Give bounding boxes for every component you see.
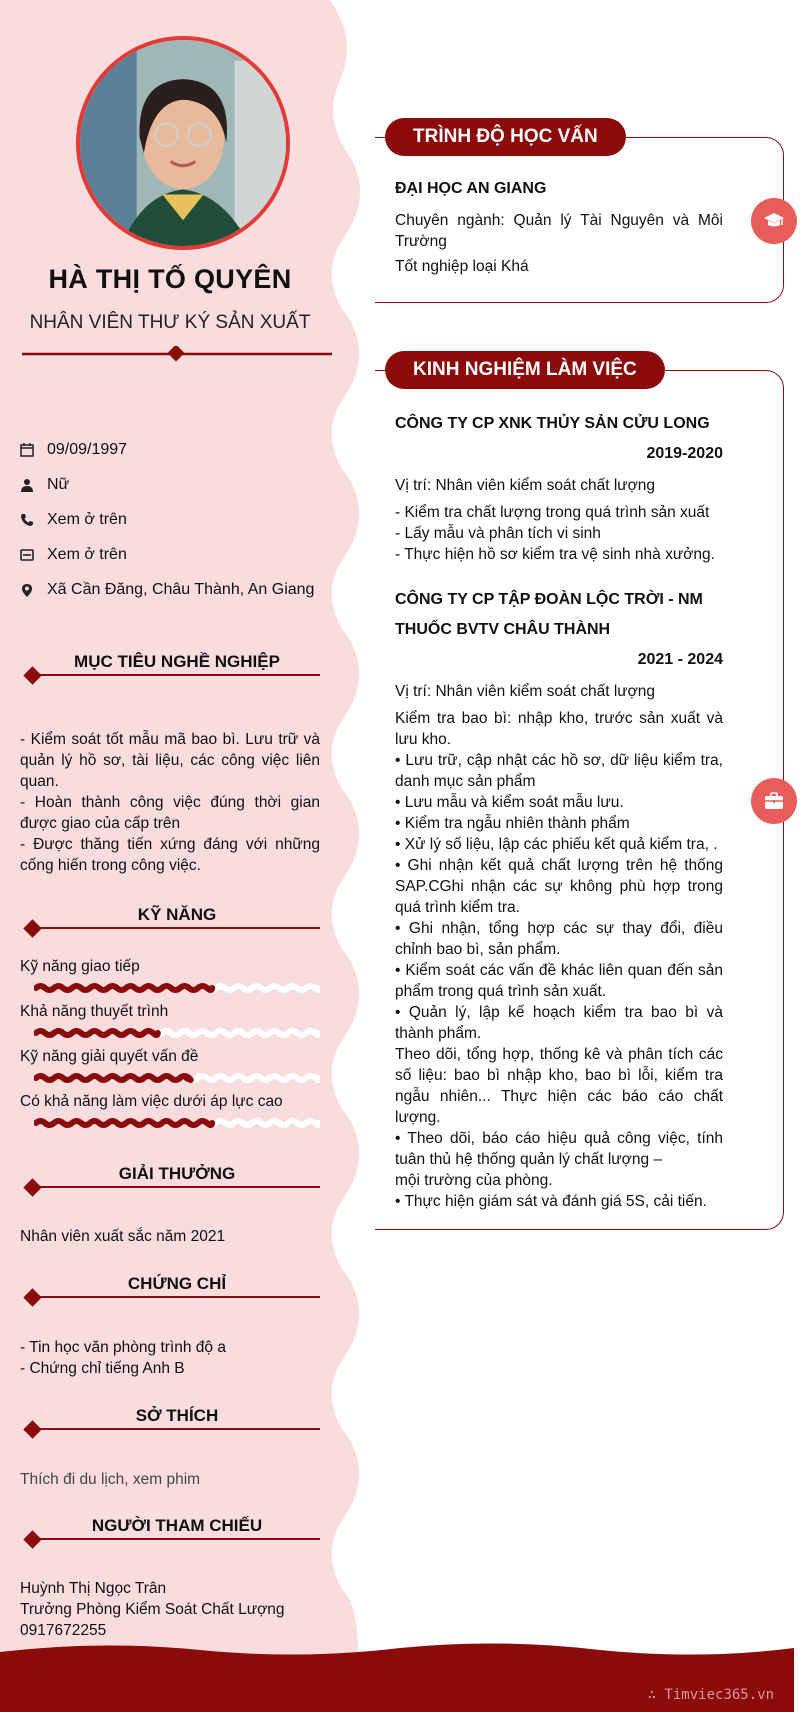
contact-birthday bbox=[20, 432, 320, 467]
skill-level-bar bbox=[34, 982, 320, 994]
hobbies-title: SỞ THÍCH bbox=[135, 1406, 219, 1425]
experience-years: 2021 - 2024 bbox=[637, 651, 723, 668]
references-heading bbox=[20, 1516, 320, 1548]
contact-text: Xã Cần Đăng, Châu Thành, An Giang bbox=[47, 580, 315, 598]
contact-text: Nữ bbox=[47, 475, 70, 493]
skill-bar-fill bbox=[36, 1121, 212, 1125]
skills-heading bbox=[20, 905, 320, 937]
education-grade: Tốt nghiệp loại Khá bbox=[395, 258, 529, 275]
profile-job-title: NHÂN VIÊN THƯ KÝ SẢN XUẤT bbox=[29, 312, 311, 333]
experience-description: Kiểm tra bao bì: nhập kho, trước sản xuất và lưu kho. • Lưu trữ, cập nhật các hồ sơ, dữ liệu kiểm tra, danh mục sản phẩm • Lưu mẫu và kiểm soát mẫu lưu. • Kiểm tra ngẫu nhiên thành phẩm • Xử lý số liệu, lập các phiếu kết quả kiểm tra, . • Ghi nhận kết quả chất lượng trên hệ thống SAP.CGhi nhận các sự không phù hợp trong quá trình kiểm tra. • Ghi nhận, tổng hợp các sự thay đổi, điều chỉnh bao bì, sản phẩm. • Kiểm soát các vấn đề khác liên quan đến sản phẩm trong quá trình sản xuất. • Quản lý, lập kế hoạch kiểm tra bao bì và thành phẩm. Theo dõi, tổng hợp, thống kê và phân tích các số liệu: bao bì nhập kho, bao bì lỗi, kiểm tra ngẫu nhiên... Thực hiện các báo cáo chất lượng. • Theo dõi, báo cáo hiệu quả công việc, tính tuân thủ hệ thống quản lý chất lượng – mội trường của phòng. • Thực hiện giám sát và đánh giá 5S, cải tiến. bbox=[395, 710, 723, 1210]
skill-name: Khả năng thuyết trình bbox=[20, 1003, 169, 1020]
calendar-icon bbox=[20, 443, 47, 457]
education-school: ĐẠI HỌC AN GIANG bbox=[395, 180, 547, 197]
footer-brand-text: Timviec365.vn bbox=[664, 1687, 774, 1703]
certificates-text: - Tin học văn phòng trình độ a - Chứng chỉ tiếng Anh B bbox=[20, 1339, 226, 1377]
profile-photo bbox=[80, 40, 286, 246]
awards-text: Nhân viên xuất sắc năm 2021 bbox=[20, 1228, 226, 1245]
email-icon bbox=[20, 548, 47, 562]
skill-bar-fill bbox=[36, 986, 212, 990]
phone-icon bbox=[20, 513, 47, 527]
experience-item bbox=[395, 585, 723, 1212]
experience-position: Vị trí: Nhân viên kiểm soát chất lượng bbox=[395, 477, 656, 494]
hobbies-text: Thích đi du lịch, xem phim bbox=[20, 1471, 201, 1488]
contact-phone bbox=[20, 502, 320, 537]
objective-heading bbox=[20, 652, 320, 684]
briefcase-icon bbox=[751, 778, 797, 824]
contact-email bbox=[20, 537, 320, 572]
experience-company: CÔNG TY CP TẬP ĐOÀN LỘC TRỜI - NM THUỐC BVTV CHÂU THÀNH bbox=[395, 591, 703, 638]
contact-info bbox=[20, 432, 320, 607]
graduation-cap-icon bbox=[751, 198, 797, 244]
person-icon bbox=[20, 478, 47, 492]
skill-item bbox=[20, 1048, 320, 1093]
education-major: Chuyên ngành: Quản lý Tài Nguyên và Môi Trường bbox=[395, 212, 723, 250]
skill-level-bar bbox=[34, 1027, 320, 1039]
objective-text: - Kiểm soát tốt mẫu mã bao bì. Lưu trữ và quản lý hồ sơ, tài liệu, các công việc liên quan. - Hoàn thành công việc đúng thời gian được giao của cấp trên - Được thăng tiến xứng đáng với những cống hiến trong công việc. bbox=[20, 731, 320, 874]
skill-level-bar bbox=[34, 1117, 320, 1129]
contact-address bbox=[20, 572, 320, 607]
objective-title: MỤC TIÊU NGHỀ NGHIỆP bbox=[74, 652, 280, 671]
skill-name: Có khả năng làm việc dưới áp lực cao bbox=[20, 1093, 283, 1110]
hobbies-heading bbox=[20, 1406, 320, 1438]
footer-brand[interactable] bbox=[648, 1687, 774, 1703]
education-card bbox=[375, 126, 784, 303]
references-title: NGƯỜI THAM CHIẾU bbox=[91, 1516, 263, 1535]
skill-bar-fill bbox=[36, 1031, 158, 1035]
skill-level-bar bbox=[34, 1072, 320, 1084]
contact-text: 09/09/1997 bbox=[47, 440, 128, 458]
contact-gender bbox=[20, 467, 320, 502]
skill-item bbox=[20, 1003, 320, 1048]
location-icon bbox=[20, 583, 47, 597]
experience-company: CÔNG TY CP XNK THỦY SẢN CỬU LONG bbox=[395, 415, 710, 432]
skill-bar-fill bbox=[36, 1076, 191, 1080]
skill-item bbox=[20, 1093, 320, 1138]
reference-role: Trưởng Phòng Kiểm Soát Chất Lượng bbox=[20, 1601, 285, 1618]
skills-list bbox=[20, 958, 320, 1138]
name-divider bbox=[22, 346, 332, 362]
certificates-title: CHỨNG CHỈ bbox=[127, 1274, 227, 1293]
experience-description: - Kiểm tra chất lượng trong quá trình sản xuất - Lấy mẫu và phân tích vi sinh - Thực hiện hồ sơ kiểm tra vệ sinh nhà xưởng. bbox=[395, 504, 715, 563]
experience-card bbox=[375, 359, 784, 1230]
skill-name: Kỹ năng giao tiếp bbox=[20, 958, 140, 975]
contact-text: Xem ở trên bbox=[47, 510, 127, 528]
reference-phone: 0917672255 bbox=[20, 1622, 107, 1639]
profile-name: HÀ THỊ TỐ QUYÊN bbox=[48, 264, 292, 294]
reference-name: Huỳnh Thị Ngọc Trân bbox=[20, 1580, 167, 1597]
experience-years: 2019-2020 bbox=[646, 445, 723, 462]
experience-position: Vị trí: Nhân viên kiểm soát chất lượng bbox=[395, 683, 656, 700]
experience-item bbox=[395, 409, 723, 565]
skill-item bbox=[20, 958, 320, 1003]
avatar bbox=[76, 36, 290, 250]
skill-name: Kỹ năng giải quyết vấn đề bbox=[20, 1048, 199, 1065]
certificates-heading bbox=[20, 1274, 320, 1306]
contact-text: Xem ở trên bbox=[47, 545, 127, 563]
skills-title: KỸ NĂNG bbox=[137, 905, 217, 924]
experience-title: KINH NGHIỆM LÀM VIỆC bbox=[385, 351, 665, 389]
education-title: TRÌNH ĐỘ HỌC VẤN bbox=[385, 118, 626, 156]
awards-title: GIẢI THƯỞNG bbox=[118, 1164, 236, 1183]
reference-block bbox=[20, 1578, 320, 1641]
brand-logo-icon: ∴ bbox=[647, 1687, 665, 1703]
awards-heading bbox=[20, 1164, 320, 1196]
